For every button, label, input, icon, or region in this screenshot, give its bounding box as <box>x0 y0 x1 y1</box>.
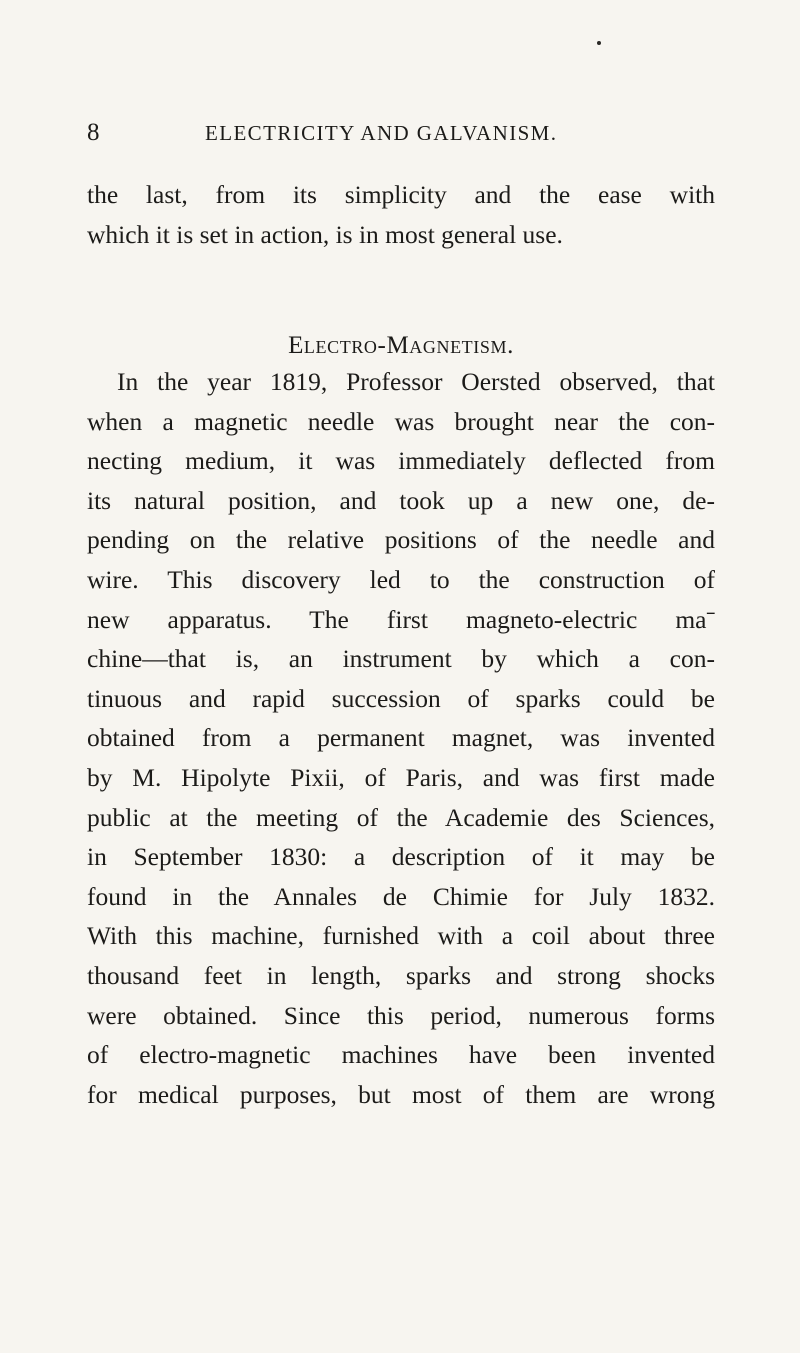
text-line: were obtained. Since this period, numerous forms <box>87 1000 715 1030</box>
text-line: found in the Annales de Chimie for July 1832. <box>87 881 715 911</box>
paragraph-continued <box>87 175 715 254</box>
page-number: 8 <box>87 119 100 146</box>
paragraph-electro-magnetism <box>87 362 715 1114</box>
page-header <box>87 118 727 148</box>
text-line: for medical purposes, but most of them are wrong <box>87 1079 715 1109</box>
text-line: wire. This discovery led to the construction of <box>87 564 715 594</box>
running-head: ELECTRICITY AND GALVANISM. <box>205 121 558 145</box>
text-line: thousand feet in length, sparks and strong shocks <box>87 960 715 990</box>
text-line: obtained from a permanent magnet, was invented <box>87 723 715 753</box>
text-line: when a magnetic needle was brought near the con- <box>87 406 715 436</box>
text-line: public at the meeting of the Academie des Sciences, <box>87 802 715 832</box>
text-line: its natural position, and took up a new one, de- <box>87 485 715 515</box>
text-line: of electro-magnetic machines have been invented <box>87 1040 715 1070</box>
text-line: new apparatus. The first magneto-electric maˉ <box>87 604 715 634</box>
text-line: pending on the relative positions of the needle and <box>87 525 715 555</box>
text-line: necting medium, it was immediately deflected from <box>87 446 715 476</box>
text-line: chine—that is, an instrument by which a con- <box>87 644 715 674</box>
text-line: the last, from its simplicity and the ease with <box>87 180 715 209</box>
text-line: in September 1830: a description of it may be <box>87 842 715 872</box>
section-heading: Electro-Magnetism. <box>288 332 514 359</box>
text-line: With this machine, furnished with a coil about three <box>87 921 715 951</box>
text-line: tinuous and rapid succession of sparks could be <box>87 683 715 713</box>
ink-speck <box>597 41 601 45</box>
text-line: which it is set in action, is in most general use. <box>87 219 563 249</box>
text-line: In the year 1819, Professor Oersted observed, that <box>117 367 715 396</box>
text-line: by M. Hipolyte Pixii, of Paris, and was first made <box>87 762 715 792</box>
